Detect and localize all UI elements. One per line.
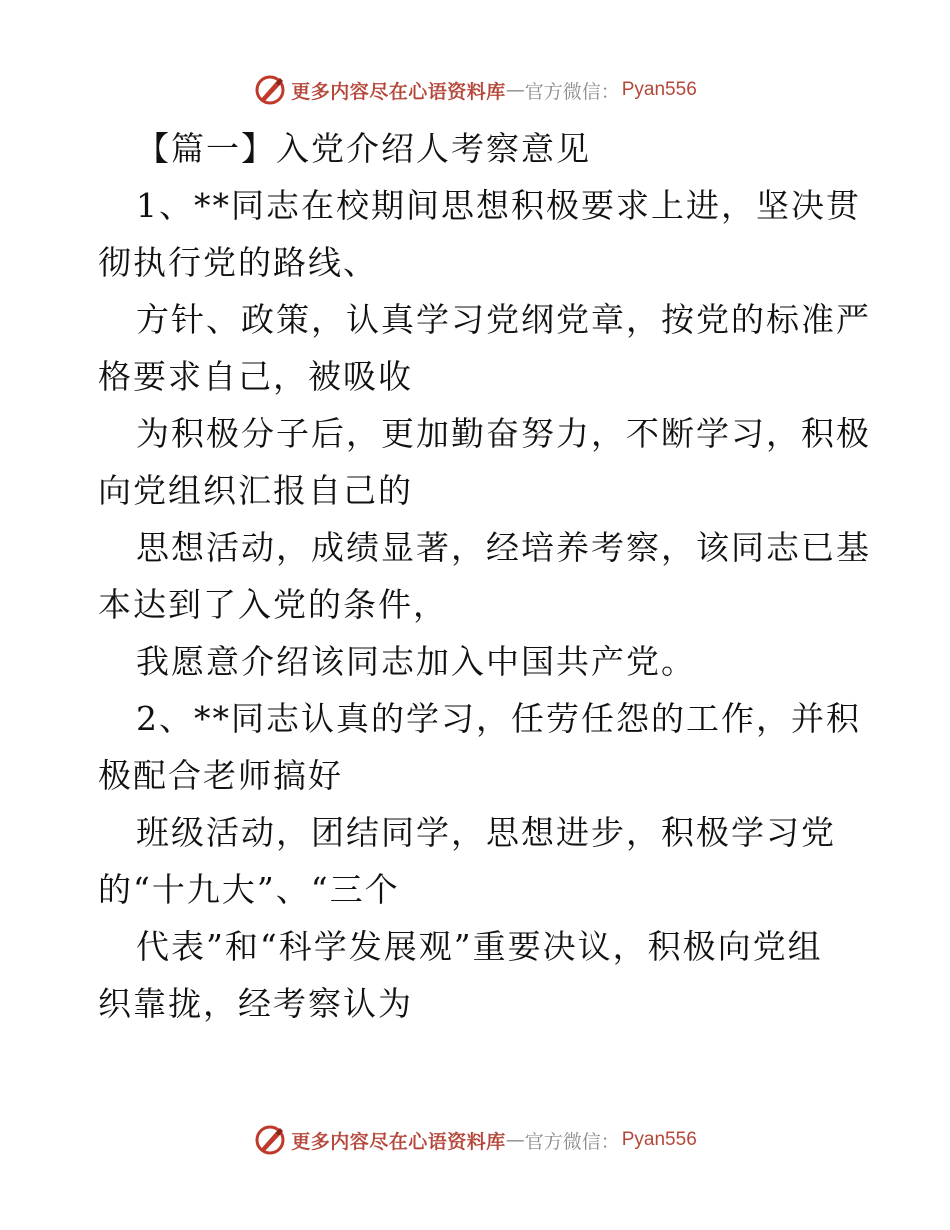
text-line: 思想活动，成绩显著，经培养考察，该同志已基 [136,528,871,567]
text-line: 方针、政策，认真学习党纲党章，按党的标准严 [136,300,871,339]
banner-wechat-label: 官方微信： [524,80,620,103]
text-line: 向党组织汇报自己的 [98,471,413,510]
pen-logo-icon [253,1123,287,1157]
banner-separator: — [505,1129,525,1151]
text-line: 本达到了入党的条件， [98,585,448,624]
banner-wechat-id: Pyan556 [621,79,697,100]
banner-lead-text: 更多内容尽在心语资料库 [291,1130,506,1153]
banner-wechat-label: 官方微信： [524,1130,620,1153]
text-line: 班级活动，团结同学，思想进步，积极学习党 [136,813,836,852]
banner-wechat-id: Pyan556 [621,1129,697,1150]
banner-lead-text: 更多内容尽在心语资料库 [291,80,506,103]
text-line: 我愿意介绍该同志加入中国共产党。 [136,642,696,681]
document-body [98,120,871,1032]
footer-banner [0,1120,950,1160]
pen-logo-icon [253,73,287,107]
section-heading: 【篇一】入党介绍人考察意见 [136,129,591,168]
header-banner [0,70,950,110]
text-line: 的“十九大”、“三个 [98,870,400,909]
text-line: 代表”和“科学发展观”重要决议，积极向党组 [136,927,823,966]
text-line: 1、**同志在校期间思想积极要求上进，坚决贯 [136,186,861,225]
text-line: 极配合老师搞好 [98,756,343,795]
text-line: 织靠拢，经考察认为 [98,984,413,1023]
text-line: 2、**同志认真的学习，任劳任怨的工作，并积 [136,699,861,738]
text-line: 为积极分子后，更加勤奋努力，不断学习，积极 [136,414,871,453]
banner-separator: — [505,79,525,101]
text-line: 彻执行党的路线、 [98,243,378,282]
text-line: 格要求自己，被吸收 [98,357,413,396]
